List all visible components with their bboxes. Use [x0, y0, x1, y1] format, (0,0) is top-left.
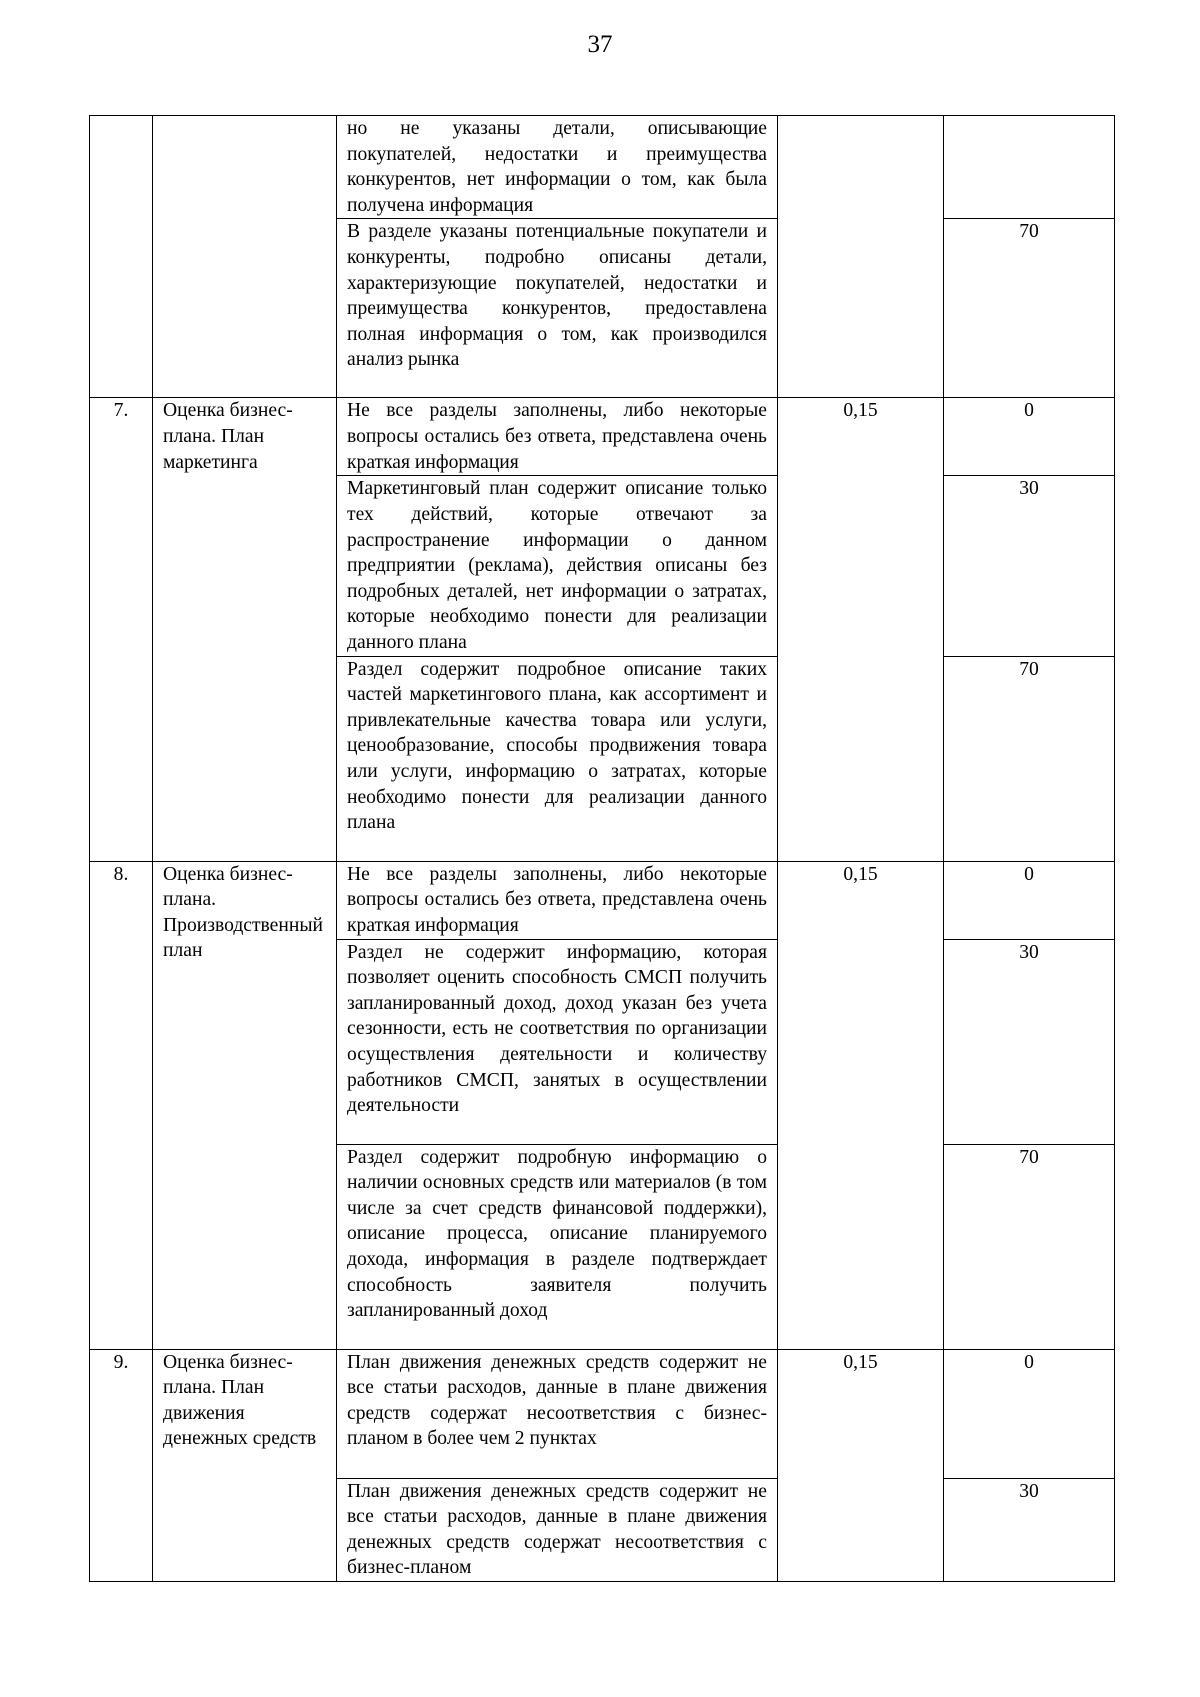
description-cell: Раздел содержит подробное описание таких частей маркетингового плана, как ассортимент и привлекательные качества товара или услуги, ценообразование, способы продвижения товара или услуги, информацию о затратах, которые необходимо понести для реализации данного плана	[337, 656, 778, 861]
table-row	[90, 116, 1115, 219]
score-cell: 70	[944, 1144, 1115, 1349]
table-row	[90, 861, 1115, 939]
score-cell: 70	[944, 219, 1115, 398]
number-cell: 9.	[90, 1349, 153, 1581]
score-cell: 0	[944, 1349, 1115, 1478]
criterion-cell	[153, 116, 337, 398]
score-cell: 0	[944, 398, 1115, 476]
description-cell: Раздел содержит подробную информацию о наличии основных средств или материалов (в том числе за счет средств финансовой поддержки), описание процесса, описание планируемого дохода, информация в разделе подтверждает способность заявителя получить запланированный доход	[337, 1144, 778, 1349]
score-cell: 30	[944, 476, 1115, 656]
number-cell	[90, 116, 153, 398]
weight-cell: 0,15	[778, 861, 944, 1349]
description-cell: План движения денежных средств содержит не все статьи расходов, данные в плане движения средств содержат несоответствия с бизнес-планом в более чем 2 пунктах	[337, 1349, 778, 1478]
number-cell: 7.	[90, 398, 153, 861]
number-cell: 8.	[90, 861, 153, 1349]
score-cell: 30	[944, 1478, 1115, 1581]
description-cell: Не все разделы заполнены, либо некоторые вопросы остались без ответа, представлена очень краткая информация	[337, 398, 778, 476]
description-cell: Маркетинговый план содержит описание только тех действий, которые отвечают за распространение информации о данном предприятии (реклама), действия описаны без подробных деталей, нет информации о затратах, которые необходимо понести для реализации данного плана	[337, 476, 778, 656]
score-cell: 30	[944, 939, 1115, 1144]
score-cell: 0	[944, 861, 1115, 939]
description-cell: Не все разделы заполнены, либо некоторые вопросы остались без ответа, представлена очень краткая информация	[337, 861, 778, 939]
description-cell: План движения денежных средств содержит не все статьи расходов, данные в плане движения денежных средств содержат несоответствия с бизнес-планом	[337, 1478, 778, 1581]
criterion-cell: Оценка бизнес-плана. Производственный план	[153, 861, 337, 1349]
page-number: 37	[587, 31, 613, 58]
description-cell: Раздел не содержит информацию, которая позволяет оценить способность СМСП получить запланированный доход, доход указан без учета сезонности, есть не соответствия по организации осуществления деятельности и количеству работников СМСП, занятых в осуществлении деятельности	[337, 939, 778, 1144]
score-cell: 70	[944, 656, 1115, 861]
criterion-cell: Оценка бизнес-плана. План маркетинга	[153, 398, 337, 861]
weight-cell: 0,15	[778, 398, 944, 861]
criterion-cell: Оценка бизнес-плана. План движения денежных средств	[153, 1349, 337, 1581]
description-cell: но не указаны детали, описывающие покупателей, недостатки и преимущества конкурентов, нет информации о том, как была получена информация	[337, 116, 778, 219]
table-row	[90, 398, 1115, 476]
table-row	[90, 1349, 1115, 1478]
score-cell	[944, 116, 1115, 219]
weight-cell	[778, 116, 944, 398]
description-cell: В разделе указаны потенциальные покупатели и конкуренты, подробно описаны детали, характеризующие покупателей, недостатки и преимущества конкурентов, предоставлена полная информация о том, как производился анализ рынка	[337, 219, 778, 398]
weight-cell: 0,15	[778, 1349, 944, 1581]
criteria-table	[89, 115, 1115, 1582]
